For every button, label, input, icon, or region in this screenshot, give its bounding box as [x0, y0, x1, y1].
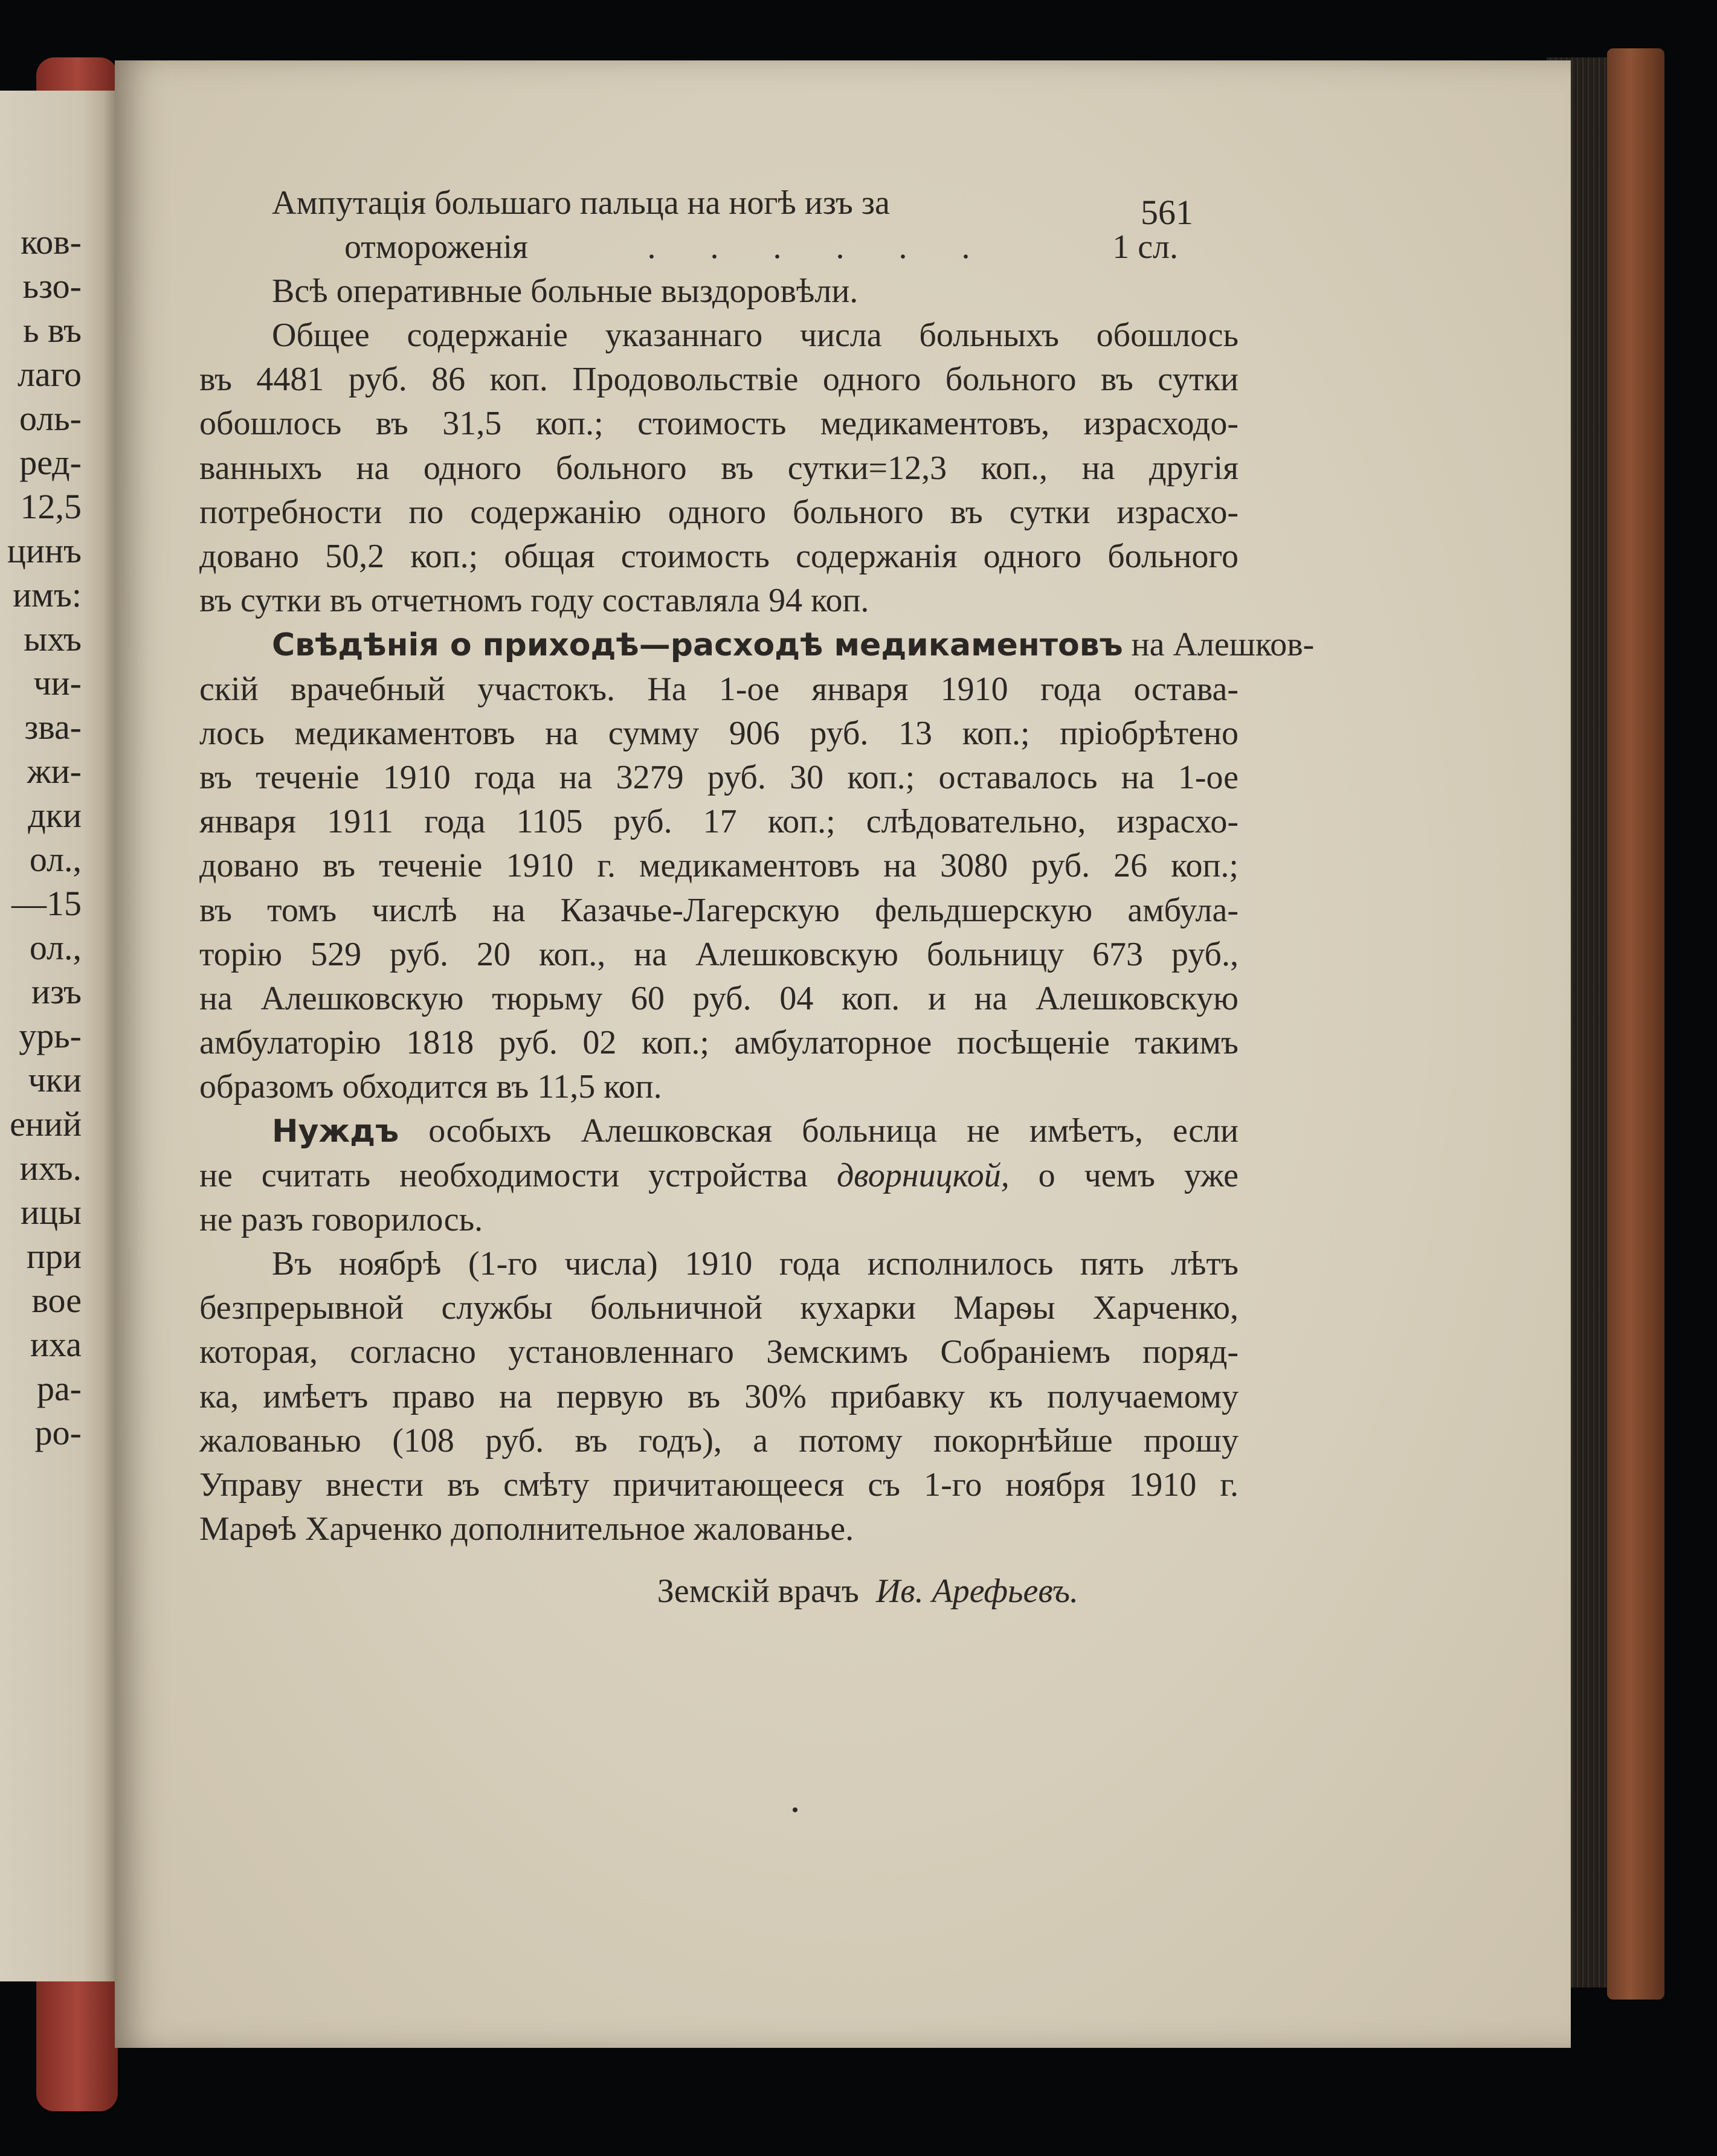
left-page-fragment: жи- — [27, 751, 82, 791]
cost-line-1: Общее содержаніе указаннаго числа больныхъ обошлось — [272, 317, 1239, 355]
page-number: 561 — [1141, 193, 1193, 232]
medicine-line-8: на Алешковскую тюрьму 60 руб. 04 коп. и на Алешковскую — [199, 979, 1239, 1017]
left-page-fragment: вое — [31, 1281, 82, 1320]
medicine-first-rest: на Алешков- — [1131, 625, 1315, 663]
cook-line-5: жалованью (108 руб. въ годъ), а потому покорнѣйше прошу — [199, 1421, 1239, 1459]
signature-name: Ив. Арефьевъ. — [875, 1572, 1078, 1610]
ink-dot — [793, 1807, 797, 1812]
book-cover-board — [1607, 48, 1664, 2000]
signature — [199, 1569, 1239, 1614]
medicine-line-4: января 1911 года 1105 руб. 17 коп.; слѣдовательно, израсхо- — [199, 803, 1239, 841]
left-page-fragment: ра- — [36, 1369, 82, 1408]
left-page-fragment: ыхъ — [24, 619, 82, 658]
cost-line-5: потребности по содержанію одного больного въ сутки израсхо- — [199, 493, 1239, 531]
signature-role: Земскій врачъ — [657, 1572, 859, 1610]
needs-second-post: о чемъ уже — [1038, 1157, 1239, 1195]
previous-page-edge — [0, 91, 118, 1981]
amputation-line-1: Ампутація большаго пальца на ногѣ изъ за — [272, 184, 890, 222]
medicine-line-2: лось медикаментовъ на сумму 906 руб. 13 коп.; пріобрѣтено — [199, 715, 1239, 753]
cook-line-6: Управу внести въ смѣту причитающееся съ 1-го ноября 1910 г. — [199, 1466, 1239, 1504]
medicine-line-6: въ томъ числѣ на Казачье-Лагерскую фельдшерскую амбула- — [199, 891, 1239, 929]
left-page-fragment: изъ — [31, 972, 82, 1011]
cook-line-7: Марѳѣ Харченко дополнительное жалованье. — [199, 1510, 854, 1548]
amputation-label: отмороженія — [344, 228, 528, 266]
medicine-heading: Свѣдѣнія о приходѣ—расходѣ медикаментовъ — [272, 626, 1123, 663]
needs-first-rest: особыхъ Алешковская больница не имѣетъ, если — [428, 1112, 1239, 1150]
needs-second-pre: не считать необходимости устройства — [199, 1157, 808, 1195]
left-page-fragment: имъ: — [13, 575, 82, 614]
medicine-line-1: скій врачебный участокъ. На 1-ое января 1910 года остава- — [199, 671, 1239, 709]
left-page-fragment: ол., — [29, 928, 82, 967]
left-page-fragment: чки — [28, 1060, 82, 1099]
left-page-fragment: ред- — [19, 443, 82, 482]
cost-line-2: въ 4481 руб. 86 коп. Продовольствіе одного больного въ сутки — [199, 361, 1239, 399]
left-page-fragment: 12,5 — [20, 487, 82, 526]
amputation-line-2 — [199, 225, 1178, 269]
cook-line-2: безпрерывной службы больничной кухарки Марѳы Харченко, — [199, 1289, 1239, 1327]
needs-line-3: не разъ говорилось. — [199, 1201, 483, 1239]
medicine-line-7: торію 529 руб. 20 коп., на Алешковскую больницу 673 руб., — [199, 935, 1239, 973]
left-page-fragment: ь въ — [23, 311, 82, 350]
cook-line-3: которая, согласно установленнаго Земскимъ Собраніемъ поряд- — [199, 1333, 1239, 1371]
left-page-fragment: ол., — [29, 840, 82, 879]
left-page-fragment: зва- — [24, 707, 82, 747]
needs-line-1 — [199, 1109, 1239, 1154]
left-page-fragment: ений — [10, 1104, 82, 1144]
recovered-line: Всѣ оперативные больные выздоровѣли. — [272, 272, 858, 311]
left-page-fragment: ро- — [34, 1413, 82, 1452]
needs-second-ital: дворницкой, — [836, 1157, 1010, 1195]
left-page-fragment: урь- — [19, 1016, 82, 1055]
left-page-fragment: ихъ. — [19, 1148, 82, 1188]
cost-line-3: обошлось въ 31,5 коп.; стоимость медикаментовъ, израсходо- — [199, 405, 1239, 443]
left-page-fragment: цинъ — [7, 531, 82, 570]
needs-line-2 — [199, 1154, 1239, 1198]
cost-line-7: въ сутки въ отчетномъ году составляла 94 коп. — [199, 581, 869, 619]
cook-line-4: ка, имѣетъ право на первую въ 30% прибавку къ получаемому — [199, 1377, 1239, 1415]
medicine-paragraph — [199, 668, 1239, 1109]
left-page-fragment: ицы — [20, 1192, 82, 1232]
medicine-line-10: образомъ обходится въ 11,5 коп. — [199, 1067, 662, 1105]
left-page-fragment: ьзо- — [22, 266, 82, 306]
amputation-dots: . . . . . . — [647, 228, 993, 266]
left-page-fragment: ков- — [21, 222, 82, 262]
left-page-fragment: при — [26, 1237, 82, 1276]
cost-line-6: довано 50,2 коп.; общая стоимость содержанія одного больного — [199, 537, 1239, 575]
medicine-line-0 — [199, 623, 1315, 668]
cook-line-1: Въ ноябрѣ (1-го числа) 1910 года исполнилось пять лѣтъ — [272, 1245, 1239, 1283]
medicine-line-5: довано въ теченіе 1910 г. медикаментовъ на 3080 руб. 26 коп.; — [199, 847, 1239, 885]
amputation-value: 1 сл. — [1112, 228, 1178, 266]
needs-heading: Нуждъ — [272, 1113, 399, 1150]
left-page-fragment: лаго — [17, 355, 82, 394]
medicine-line-3: въ теченіе 1910 года на 3279 руб. 30 коп.; оставалось на 1-ое — [199, 759, 1239, 797]
page-text — [199, 181, 1315, 1614]
cost-line-4: ванныхъ на одного больного въ сутки=12,3 коп., на другія — [199, 449, 1239, 487]
left-page-fragment: иха — [30, 1325, 82, 1364]
cost-paragraph — [199, 314, 1239, 623]
left-page-fragment: —15 — [11, 884, 82, 923]
medicine-line-9: амбулаторію 1818 руб. 02 коп.; амбулаторное посѣщеніе такимъ — [199, 1023, 1239, 1061]
cook-paragraph — [199, 1242, 1239, 1551]
left-page-fragment: дки — [28, 796, 82, 835]
left-page-fragment: чи- — [33, 663, 82, 703]
left-page-fragment: оль- — [19, 399, 82, 438]
